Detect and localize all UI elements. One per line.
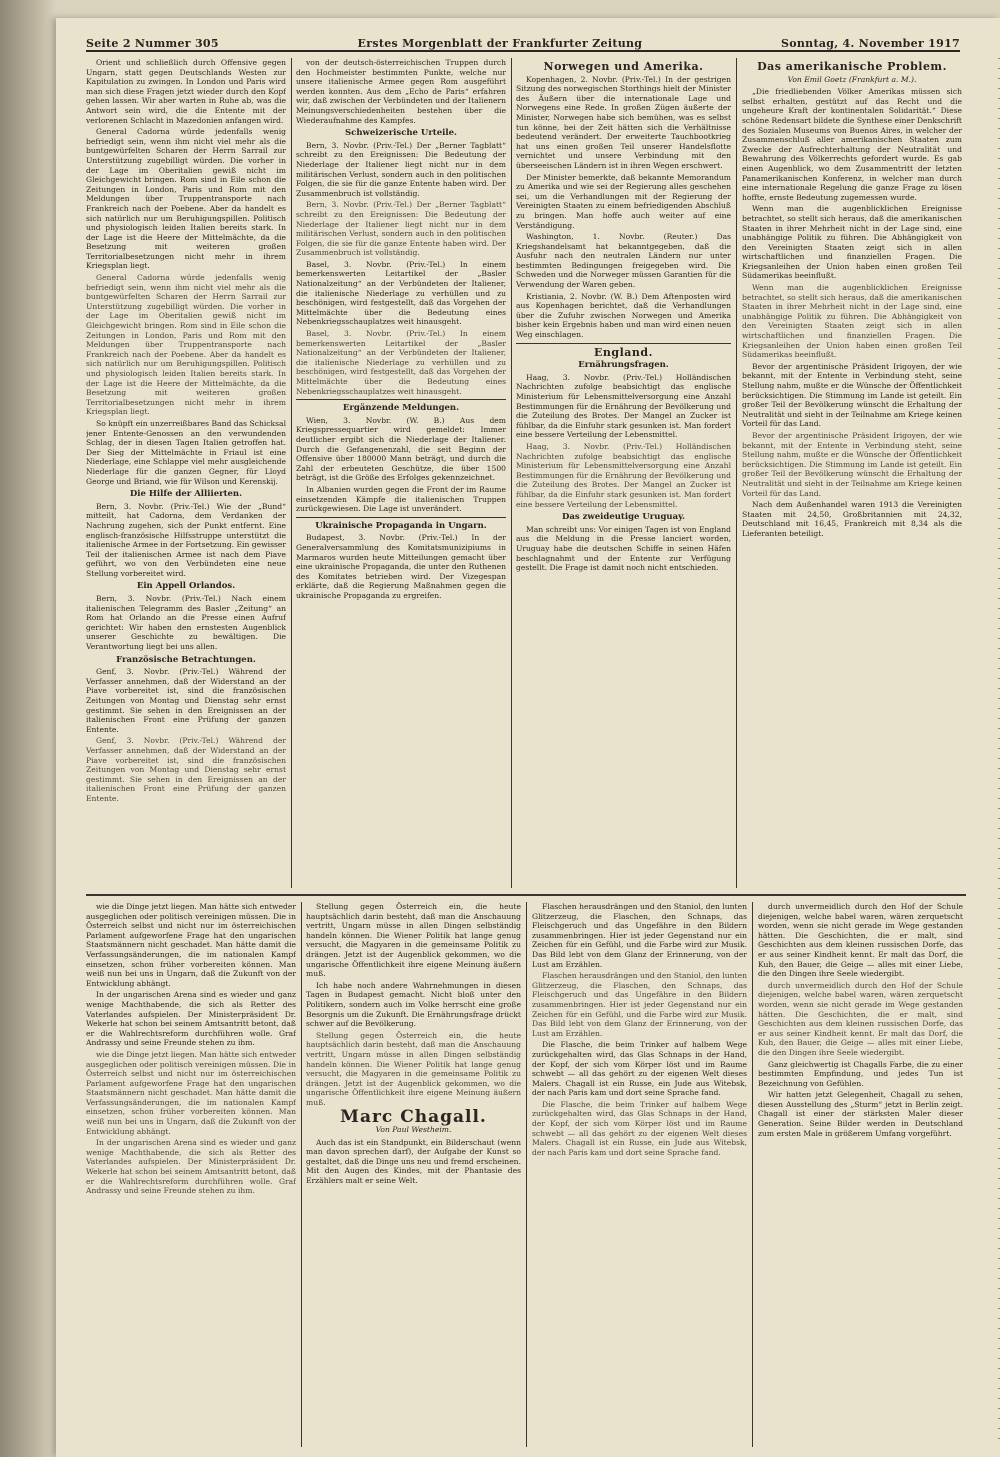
- section-swiss-title: Schweizerische Urteile.: [345, 128, 457, 139]
- newspaper-page: [56, 18, 1000, 1457]
- bottom-text-4b: Ganz gleichwertig ist Chagalls Farbe, die zu einer bestimmten Empfindung, und jedes Tun ist Bezeichnung von Gefühlen.: [758, 1059, 963, 1088]
- section-england-title: England.: [594, 345, 653, 359]
- chagall-title: Marc Chagall.: [340, 1107, 487, 1128]
- problem-stats: Nach dem Außenhandel waren 1913 die Vereinigten Staaten mit 24,50, Großbritannien mit 24,32, Deutschland mit 16,45, Frankreich mit 8,34 als die Lieferanten beteiligt.: [742, 500, 962, 538]
- section-rule: [296, 399, 506, 400]
- section-supplementary-title: Ergänzende Meldungen.: [342, 403, 460, 414]
- england-subtitle: Ernährungsfragen.: [578, 360, 669, 371]
- england-text: Haag, 3. Novbr. (Priv.-Tel.) Holländischen Nachrichten zufolge beabsichtigt das englische Ministerium für Lebensmittelversorgung eine Anzahl Bestimmungen für die Ernährung der Bevölkerung und die Zuteilung des Brotes. Der Mangel an Zucker ist fühlbar, da die Einfuhr stark gesunken ist. Man fordert eine bessere Verteilung der Lebensmittel.: [516, 372, 731, 440]
- bottom-text-2: Stellung gegen Österreich ein, die heute hauptsächlich darin besteht, daß man die Anschauung vertritt, Ungarn müsse in allen Dingen selbständig handeln können. Die Wiener Politik hat lange genug versucht, die Magyaren in die gemeinsame Politik zu drängen. Jetzt ist der Augenblick gekommen, wo die ungarische Öffentlichkeit ihre eigene Meinung äußern muß.: [306, 902, 521, 979]
- section-ukrainian-title: Ukrainische Propaganda in Ungarn.: [315, 520, 487, 531]
- page-number: Seite 2 Nummer 305: [86, 37, 219, 50]
- albania-text: In Albanien wurden gegen die Front der im Raume einsetzenden Kämpfe die italienischen Truppen zurückgewiesen. Die Lage ist unverändert.: [296, 484, 506, 514]
- chagall-intro: Auch das ist ein Standpunkt, ein Bilderschaut (wenn man davon sprechen darf), der Aufgabe der Kunst so gestaltet, daß die Dinge uns neu und fremd erscheinen. Mit den Augen des Kindes, mit der Phantasie des Erzählers malt er seine Welt.: [306, 1137, 521, 1186]
- column-2: [296, 58, 506, 888]
- norway-text-2: Der Minister bemerkte, daß bekannte Memorandum zu Amerika und wie sei der Regierung alles geschehen sei, um die Verhandlungen mit der Regierung der Vereinigten Staaten zu einem befriedigenden Abschluß zu bringen. Man hoffe auch weiter auf eine Verständigung.: [516, 172, 731, 230]
- section-rule: [296, 517, 506, 518]
- column-rule: [526, 902, 527, 1447]
- section-allies-title: Die Hilfe der Alliierten.: [129, 489, 243, 500]
- bottom-column-3: [532, 902, 747, 1447]
- problem-byline: Von Emil Goetz (Frankfurt a. M.).: [787, 74, 917, 84]
- ukrainian-text: Budapest, 3. Novbr. (Priv.-Tel.) In der Generalversammlung des Komitatsmunizipiums in Marmaros wurden heute Mitteilungen gemacht über eine ukrainische Propaganda, die unter den Ruthenen des Komitates betrieben wird. Der Vizegespan erklärte, daß die Regierung Maßnahmen gegen die ukrainische Propaganda zu ergreifen.: [296, 533, 506, 600]
- col1-intro: Orient und schließlich durch Offensive gegen Ungarn, statt gegen Deutschlands Westen zur Kapitulation zu zwingen. In London und Paris wird man sich diese Fragen jetzt wieder durch den Kopf gehen lassen. Wir aber warten in Ruhe ab, was die Antwort sein wird, die die Entente mit der verlorenen Schlacht in Mazedonien anfangen wird.: [86, 58, 286, 125]
- column-rule: [511, 58, 512, 888]
- swiss-text-cont: Bern, 3. Novbr. (Priv.-Tel.) Der „Berner Tagblatt“ schreibt zu den Ereignissen: Die Bedeutung der Niederlage der Italiener liegt nicht nur in dem militärischen Verlust, sondern auch in den politischen Folgen, die sie für die ganze Entente haben wird. Der Zusammenbruch ist vollständig.: [296, 200, 506, 258]
- section-problem-title: Das amerikanische Problem.: [757, 60, 947, 73]
- section-norway-title: Norwegen und Amerika.: [543, 60, 704, 73]
- bottom-text-1-cont: wie die Dinge jetzt liegen. Man hätte sich entweder ausgeglichen oder politisch vereinigen müssen. Die in Österreich selbst und nicht nur im österreichischen Parlament aufgeworfene Frage hat den ungarischen Staatsmännern nicht geschadet. Man hätte damit die Verfassungsänderungen, die im nationalen Kampf einsetzen, schon früher vorbereiten können. Man weiß nun bei uns in Ungarn, daß die Zukunft von der Entwicklung abhängt.: [86, 1049, 296, 1136]
- basel-text: Basel, 3. Novbr. (Priv.-Tel.) In einem bemerkenswerten Leitartikel der „Basler Nationalzeitung“ an der Verbündeten der Italiener, die italienische Niederlage zu verhüllen und zu beschönigen, wird festgestellt, daß das Vorgehen der Mittelmächte über die Bedeutung eines Nebenkriegsschauplatzes weit hinausgeht.: [296, 259, 506, 327]
- bottom-text-3: Flaschen herausdrängen und den Staniol, den lunten Glitzerzeug, die Flaschen, den Schnaps, das Fleischgeruch und das Ungefähre in den Bildern zusammenbringen. Hier ist jeder Gegenstand nur ein Zeichen für ein Gefühl, und die Farbe wird zur Musik. Das Bild lebt von dem Glanz der Erinnerung, von der Lust am Erzählen.: [532, 902, 747, 969]
- problem-text-3-cont: Bevor der argentinische Präsident Irigoyen, der wie bekannt, mit der Entente in Verbindung steht, seine Stellung nahm, mußte er die Wünsche der Öffentlichkeit berücksichtigen. Die Stimmung im Lande ist geteilt. Ein großer Teil der Bevölkerung wünscht die Erhaltung der Neutralität und sieht in der Teilnahme am Kriege keinen Vorteil für das Land.: [742, 430, 962, 498]
- col1-body: General Cadorna würde jedenfalls wenig befriedigt sein, wenn ihm nicht viel mehr als die buntgewürfelten Scharen der Herrn Sarrail zur Unterstützung zugebilligt würden. Die vorher in der Lage im Oberitalien gewiß nicht im Gleichgewicht bringen. Rom sind in Eile schon die Zeitungen in London, Paris und Rom mit den Meldungen über Truppentransporte nach Frankreich nach der Poebene. Aber da handelt es sich natürlich nur um Beruhigungspillen. Politisch und physiologisch leiden Italien bereits stark. In der Lage ist die Heere der Mittelmächte, da die Besetzung mit weiteren großen Territorialbesetzungen nicht mehr in ihrem Kriegsplan liegt.: [86, 127, 286, 271]
- christiania-text: Kristiania, 2. Novbr. (W. B.) Dem Aftenposten wird aus Kopenhagen berichtet, daß die Verhandlungen über die Zufuhr zwischen Norwegen und Amerika bisher kein Ergebnis haben und man wird einen neuen Weg einschlagen.: [516, 291, 731, 340]
- masthead: [86, 28, 960, 52]
- issue-date: Sonntag, 4. November 1917: [781, 37, 960, 50]
- basel-text-cont: Basel, 3. Novbr. (Priv.-Tel.) In einem bemerkenswerten Leitartikel der „Basler Nationalzeitung“ an der Verbündeten der Italiener, die italienische Niederlage zu verhüllen und zu beschönigen, wird festgestellt, daß das Vorgehen der Mittelmächte über die Bedeutung eines Nebenkriegsschauplatzes weit hinausgeht.: [296, 329, 506, 396]
- problem-text: „Die friedliebenden Völker Amerikas müssen sich selbst erhalten, gestützt auf das Recht und die ungeheure Kraft der kontinentalen Solidarität.“ Diese schöne Redensart bildete die Synthese einer Denkschrift des Sozialen Museums von Buenos Aires, in welcher der Zusammenschluß aller amerikanischen Staaten zum Zwecke der Aufrechterhaltung der Neutralität und Bewahrung des Völkerrechts gefordert wurde. Es gab einen Augenblick, wo dem Zusammentritt der letzten Panamerikanischen Konferenz, in welcher man durch eine internationale Regelung die ganze Frage zu lösen hoffte, ernste Bedeutung zugemessen wurde.: [742, 87, 962, 202]
- column-rule: [301, 902, 302, 1447]
- section-uruguay-title: Das zweideutige Uruguay.: [561, 512, 686, 523]
- section-appeal-title: Ein Appell Orlandos.: [136, 581, 236, 592]
- feuilleton-separator: [86, 894, 966, 896]
- bottom-text-3-cont: Flaschen herausdrängen und den Staniol, den lunten Glitzerzeug, die Flaschen, den Schnaps, das Fleischgeruch und das Ungefähre in den Bildern zusammenbringen. Hier ist jeder Gegenstand nur ein Zeichen für ein Gefühl, und die Farbe wird zur Musik. Das Bild lebt von dem Glanz der Erinnerung, von der Lust am Erzählen.: [532, 971, 747, 1038]
- swiss-text: Bern, 3. Novbr. (Priv.-Tel.) Der „Berner Tagblatt“ schreibt zu den Ereignissen: Die Bedeutung der Niederlage der Italiener liegt nicht nur in dem militärischen Verlust, sondern auch in den politischen Folgen, die sie für die ganze Entente haben wird. Der Zusammenbruch ist vollständig.: [296, 140, 506, 198]
- bottom-column-2: [306, 902, 521, 1447]
- column-rule: [736, 58, 737, 888]
- page-binding: [0, 0, 56, 1457]
- england-text-cont: Haag, 3. Novbr. (Priv.-Tel.) Holländischen Nachrichten zufolge beabsichtigt das englische Ministerium für Lebensmittelversorgung eine Anzahl Bestimmungen für die Ernährung der Bevölkerung und die Zuteilung des Brotes. Der Mangel an Zucker ist fühlbar, da die Einfuhr stark gesunken ist. Man fordert eine bessere Verteilung der Lebensmittel.: [516, 441, 731, 509]
- french-text-cont: Genf, 3. Novbr. (Priv.-Tel.) Während der Verfasser annehmen, daß der Widerstand an der Piave vorbereitet ist, sind die französischen Zeitungen von Montag und Dienstag sehr ernst gestimmt. Sie sehen in den Ereignissen an der italienischen Front eine Prüfung der ganzen Entente.: [86, 736, 286, 803]
- bottom-text-1b-cont: In der ungarischen Arena sind es wieder und ganz wenige Machthabende, die sich als Retter des Vaterlandes aufspielen. Der Ministerpräsident Dr. Wekerle hat schon bei seinem Amtsantritt betont, daß er die Wahlrechtsreform durchführen wolle. Graf Andrassy und seine Freunde stehen zu ihm.: [86, 1138, 296, 1196]
- bottom-text-1b: In der ungarischen Arena sind es wieder und ganz wenige Machthabende, die sich als Retter des Vaterlandes aufspielen. Der Ministerpräsident Dr. Wekerle hat schon bei seinem Amtsantritt betont, daß er die Wahlrechtsreform durchführen wolle. Graf Andrassy und seine Freunde stehen zu ihm.: [86, 990, 296, 1048]
- washington-text: Washington, 1. Novbr. (Reuter.) Das Kriegshandelsamt hat bekanntgegeben, daß die Ausfuhr nach den neutralen Ländern nur unter bestimmten Bedingungen freigegeben wird. Die Schweden und die Norweger müssen Garantien für die Verwendung der Waren geben.: [516, 232, 731, 290]
- bottom-text-1: wie die Dinge jetzt liegen. Man hätte sich entweder ausgeglichen oder politisch vereinigen müssen. Die in Österreich selbst und nicht nur im österreichischen Parlament aufgeworfene Frage hat den ungarischen Staatsmännern nicht geschadet. Man hätte damit die Verfassungsänderungen, die im nationalen Kampf einsetzen, schon früher vorbereiten können. Man weiß nun bei uns in Ungarn, daß die Zukunft von der Entwicklung abhängt.: [86, 902, 296, 988]
- allies-text: Bern, 3. Novbr. (Priv.-Tel.) Wie der „Bund“ mitteilt, hat Cadorna, dem Verdanken der Nachrung zugehen, sich der Punkt entfernt. Eine englisch-französische Hilfsstruppe unterstützt die italienische Armee in der Fortsetzung. Ein gewisser Teil der italienischen Armee ist nach dem Piave geführt, wo von den Verbündeten eine neue Stellung vorbereitet wird.: [86, 501, 286, 578]
- uruguay-text: Man schreibt uns: Vor einigen Tagen ist von England aus die Meldung in die Presse lanciert worden, Uruguay habe die deutschen Schiffe in seinen Häfen beschlagnahmt und der Entente zur Verfügung gestellt. Die Frage ist damit noch nicht entschieden.: [516, 524, 731, 573]
- column-rule: [291, 58, 292, 888]
- col1-body2: So knüpft ein unzerreißbares Band das Schicksal jener Entente-Genossen an den verwundenden Schlag, der in diesen Tagen Italien getroffen hat. Der Sieg der Mittelmächte in Friaul ist eine Niederlage, eine Schlappe viel mehr ausgleichende Niederlage für die ganzen Gegner, für Lloyd George und Briand, wie für Wilson und Kerenskij.: [86, 418, 286, 486]
- column-3: [516, 58, 731, 888]
- bottom-text-4: durch unvermeidlich durch den Hof der Schule diejenigen, welche babel waren, wären zerquetscht worden, wenn sie nicht gerade im Wege gestanden hätten. Die Geschichten, die er malt, sind Geschichten aus dem kleinen russischen Dorfe, das er aus seiner Kindheit kennt. Er malt das Dorf, die Kuh, den Bauer, die Geige — alles mit einer Liebe, die den Dingen ihre Seele wiedergibt.: [758, 902, 963, 979]
- col2-top: von der deutsch-österreichischen Truppen durch den Hochmeister bestimmten Punkte, welche nur unsere italienische Armee gegen Rom ausgeführt werden konnten. Aus dem „Echo de Paris“ erfahren wir, daß zwischen der Verbündeten und der Italienern Meinungsverschiedenheiten bestehen über die Wiederaufnahme des Kampfes.: [296, 58, 506, 125]
- problem-text-2: Wenn man die augenblicklichen Ereignisse betrachtet, so stellt sich heraus, daß die amerikanischen Staaten in ihrer Mehrheit nicht in der Lage sind, eine unabhängige Politik zu führen. Die Abhängigkeit von den Vereinigten Staaten zeigt sich in allen wirtschaftlichen und finanziellen Fragen. Die Kriegsanleihen der Union haben einen großen Teil Südamerikas beeinflußt.: [742, 204, 962, 281]
- bottom-text-3b: Die Flasche, die beim Trinker auf halbem Wege zurückgehalten wird, das Glas Schnaps in der Hand, der Kopf, der sich vom Körper löst und im Raume schwebt — all das gehört zu der eigenen Welt dieses Malers. Chagall ist ein Russe, ein Jude aus Witebsk, der nach Paris kam und dort seine Sprache fand.: [532, 1040, 747, 1098]
- column-1: [86, 58, 286, 888]
- appeal-text: Bern, 3. Novbr. (Priv.-Tel.) Nach einem italienischen Telegramm des Basler „Zeitung“ an Rom hat Orlando an die Presse einen Aufruf gerichtet: Wir haben den ernstesten Augenblick unserer Geschichte zu bewältigen. Die Verantwortung liegt bei uns allen.: [86, 594, 286, 652]
- problem-text-3: Bevor der argentinische Präsident Irigoyen, der wie bekannt, mit der Entente in Verbindung steht, seine Stellung nahm, mußte er die Wünsche der Öffentlichkeit berücksichtigen. Die Stimmung im Lande ist geteilt. Ein großer Teil der Bevölkerung wünscht die Erhaltung der Neutralität und sieht in der Teilnahme am Kriege keinen Vorteil für das Land.: [742, 361, 962, 429]
- bottom-text-3b-cont: Die Flasche, die beim Trinker auf halbem Wege zurückgehalten wird, das Glas Schnaps in der Hand, der Kopf, der sich vom Körper löst und im Raume schwebt — all das gehört zu der eigenen Welt dieses Malers. Chagall ist ein Russe, ein Jude aus Witebsk, der nach Paris kam und dort seine Sprache fand.: [532, 1099, 747, 1157]
- chagall-byline: Von Paul Westheim.: [375, 1125, 452, 1135]
- column-rule: [752, 902, 753, 1447]
- section-rule: [516, 343, 731, 344]
- newspaper-name: Erstes Morgenblatt der Frankfurter Zeitung: [357, 37, 643, 50]
- col1-body-cont: General Cadorna würde jedenfalls wenig befriedigt sein, wenn ihm nicht viel mehr als die buntgewürfelten Scharen der Herrn Sarrail zur Unterstützung zugebilligt würden. Die vorher in der Lage im Oberitalien gewiß nicht im Gleichgewicht bringen. Rom sind in Eile schon die Zeitungen in London, Paris und Rom mit den Meldungen über Truppentransporte nach Frankreich nach der Poebene. Aber da handelt es sich natürlich nur um Beruhigungspillen. Politisch und physiologisch leiden Italien bereits stark. In der Lage ist die Heere der Mittelmächte, da die Besetzung mit weiteren großen Territorialbesetzungen nicht mehr in ihrem Kriegsplan liegt.: [86, 273, 286, 417]
- bottom-column-4: [758, 902, 963, 1447]
- norway-text: Kopenhagen, 2. Novbr. (Priv.-Tel.) In der gestrigen Sitzung des norwegischen Storthings hielt der Minister des Äußern über die internationale Lage und Norwegens eine Rede. In großen Zügen äußerte der Minister, Norwegen habe sich bemühen, was es selbst tun könne, bei der Zeit hätten sich die Verhältnisse bedeutend verändert. Der erweiterte Tauchbootkrieg hat uns einen großen Teil unserer Handelsflotte vernichtet und unsere Verbindung mit den überseeischen Ländern ist in ihren Wegen erschwert.: [516, 74, 731, 170]
- bottom-text-2b: Ich habe noch andere Wahrnehmungen in diesen Tagen in Budapest gemacht. Nicht bloß unter den Politikern, sondern auch im Volke herrscht eine große Besorgnis um die Zukunft. Die Ernährungsfrage drückt schwer auf die Bevölkerung.: [306, 980, 521, 1029]
- supplementary-text: Wien, 3. Novbr. (W. B.) Aus dem Kriegspressequartier wird gemeldet: Immer deutlicher ergibt sich die Niederlage der Italiener. Durch die Gefangenenzahl, die seit Beginn der Offensive über 180000 Mann beträgt, und durch die Zahl der erbeuteten Geschütze, die über 1500 beträgt, ist die Größe des Erfolges gekennzeichnet.: [296, 415, 506, 483]
- section-french-title: Französische Betrachtungen.: [116, 654, 256, 665]
- problem-text-2-cont: Wenn man die augenblicklichen Ereignisse betrachtet, so stellt sich heraus, daß die amerikanischen Staaten in ihrer Mehrheit nicht in der Lage sind, eine unabhängige Politik zu führen. Die Abhängigkeit von den Vereinigten Staaten zeigt sich in allen wirtschaftlichen und finanziellen Fragen. Die Kriegsanleihen der Union haben einen großen Teil Südamerikas beeinflußt.: [742, 283, 962, 360]
- bottom-column-1: [86, 902, 296, 1447]
- bottom-text-2-cont: Stellung gegen Österreich ein, die heute hauptsächlich darin besteht, daß man die Anschauung vertritt, Ungarn müsse in allen Dingen selbständig handeln können. Die Wiener Politik hat lange genug versucht, die Magyaren in die gemeinsame Politik zu drängen. Jetzt ist der Augenblick gekommen, wo die ungarische Öffentlichkeit ihre eigene Meinung äußern muß.: [306, 1030, 521, 1107]
- bottom-text-4-cont: durch unvermeidlich durch den Hof der Schule diejenigen, welche babel waren, wären zerquetscht worden, wenn sie nicht gerade im Wege gestanden hätten. Die Geschichten, die er malt, sind Geschichten aus dem kleinen russischen Dorfe, das er aus seiner Kindheit kennt. Er malt das Dorf, die Kuh, den Bauer, die Geige — alles mit einer Liebe, die den Dingen ihre Seele wiedergibt.: [758, 980, 963, 1057]
- bottom-text-4c: Wir hatten jetzt Gelegenheit, Chagall zu sehen, diesen Ausstellung des „Sturm“ jetzt in Berlin zeigt. Chagall ist einer der stärksten Maler dieser Generation. Seine Bilder werden in Deutschland zum ersten Male in größerem Umfang vorgeführt.: [758, 1090, 963, 1138]
- french-text: Genf, 3. Novbr. (Priv.-Tel.) Während der Verfasser annehmen, daß der Widerstand an der Piave vorbereitet ist, sind die französischen Zeitungen von Montag und Dienstag sehr ernst gestimmt. Sie sehen in den Ereignissen an der italienischen Front eine Prüfung der ganzen Entente.: [86, 667, 286, 734]
- column-4: [742, 58, 962, 888]
